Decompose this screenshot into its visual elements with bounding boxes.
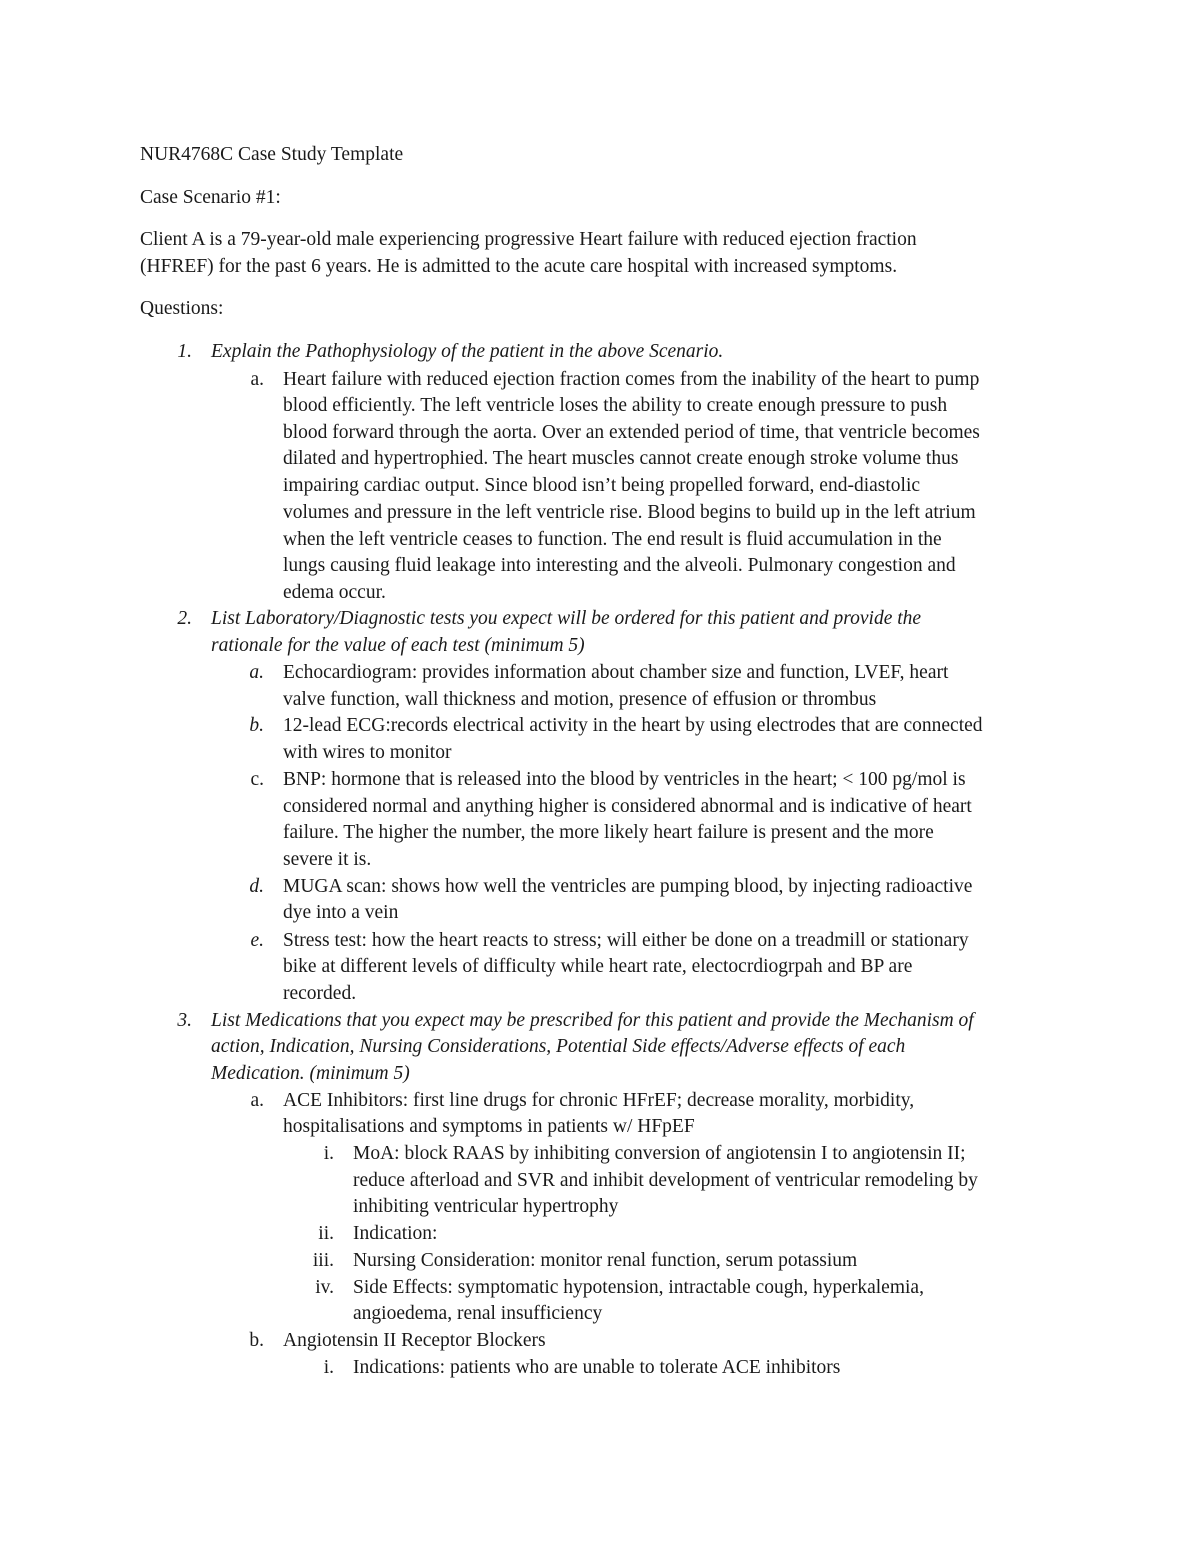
question-number: 3. [177,1010,192,1031]
list-marker: d. [249,876,264,897]
list-marker: c. [250,769,264,790]
scenario-text-line: (HFREF) for the past 6 years. He is admitted to the acute care hospital with increased symptoms. [140,256,898,277]
list-marker: iv. [315,1277,334,1298]
list-marker: a. [250,369,264,390]
answer-line: recorded. [283,983,357,1004]
answer-line: MUGA scan: shows how well the ventricles are pumping blood, by injecting radioactive [283,876,973,897]
list-marker: i. [323,1143,334,1164]
answer-line: volumes and pressure in the left ventricle rise. Blood begins to build up in the left atrium [283,502,976,523]
answer-line: MoA: block RAAS by inhibiting conversion of angiotensin I to angiotensin II; [353,1143,966,1164]
answer-line: blood forward through the aorta. Over an extended period of time, that ventricle becomes [283,422,980,443]
list-marker: b. [249,715,264,736]
answer-line: impairing cardiac output. Since blood isn’t being propelled forward, end-diastolic [283,475,921,496]
question-text: List Laboratory/Diagnostic tests you expect will be ordered for this patient and provide the [211,608,922,629]
list-marker: e. [250,930,264,951]
answer-line: Side Effects: symptomatic hypotension, intractable cough, hyperkalemia, [353,1277,924,1298]
answer-line: ACE Inhibitors: first line drugs for chronic HFrEF; decrease morality, morbidity, [283,1090,915,1111]
answer-line: inhibiting ventricular hypertrophy [353,1196,619,1217]
answer-line: hospitalisations and symptoms in patients w/ HFpEF [283,1116,695,1137]
question-text: Medication. (minimum 5) [211,1063,410,1084]
answer-line: dilated and hypertrophied. The heart muscles cannot create enough stroke volume thus [283,448,959,469]
answer-line: lungs causing fluid leakage into interesting and the alveoli. Pulmonary congestion and [283,555,956,576]
question-number: 1. [177,341,192,362]
answer-line: Nursing Consideration: monitor renal function, serum potassium [353,1250,858,1271]
list-marker: a. [249,662,264,683]
question-text: List Medications that you expect may be prescribed for this patient and provide the Mechanism of [211,1010,974,1031]
answer-line: Heart failure with reduced ejection fraction comes from the inability of the heart to pump [283,369,980,390]
answer-line: severe it is. [283,849,372,870]
answer-line: BNP: hormone that is released into the blood by ventricles in the heart; < 100 pg/mol is [283,769,966,790]
question-number: 2. [177,608,192,629]
answer-line: when the left ventricle ceases to function. The end result is fluid accumulation in the [283,529,942,550]
list-marker: ii. [318,1223,334,1244]
answer-line: blood efficiently. The left ventricle loses the ability to create enough pressure to push [283,395,948,416]
answer-line: with wires to monitor [283,742,452,763]
question-text: rationale for the value of each test (minimum 5) [211,635,585,656]
answer-line: 12-lead ECG:records electrical activity in the heart by using electrodes that are connected [283,715,983,736]
answer-line: Echocardiogram: provides information about chamber size and function, LVEF, heart [283,662,949,683]
list-marker: i. [323,1357,334,1378]
list-marker: a. [250,1090,264,1111]
list-marker: b. [249,1330,264,1351]
list-marker: iii. [312,1250,334,1271]
document-title: NUR4768C Case Study Template [140,144,404,165]
question-text: Explain the Pathophysiology of the patient in the above Scenario. [211,341,724,362]
answer-line: Stress test: how the heart reacts to stress; will either be done on a treadmill or stationary [283,930,969,951]
answer-line: Angiotensin II Receptor Blockers [283,1330,546,1351]
scenario-heading: Case Scenario #1: [140,187,281,208]
answer-line: dye into a vein [283,902,399,923]
answer-line: bike at different levels of difficulty while heart rate, electocrdiogrpah and BP are [283,956,913,977]
answer-line: angioedema, renal insufficiency [353,1303,603,1324]
answer-line: reduce afterload and SVR and inhibit development of ventricular remodeling by [353,1170,978,1191]
answer-line: valve function, wall thickness and motion, presence of effusion or thrombus [283,689,877,710]
answer-line: considered normal and anything higher is considered abnormal and is indicative of heart [283,796,972,817]
questions-heading: Questions: [140,298,224,319]
answer-line: Indication: [353,1223,438,1244]
scenario-text-line: Client A is a 79-year-old male experiencing progressive Heart failure with reduced ejection fraction [140,229,917,250]
question-text: action, Indication, Nursing Considerations, Potential Side effects/Adverse effects of each [211,1036,906,1057]
answer-line: edema occur. [283,582,386,603]
answer-line: failure. The higher the number, the more likely heart failure is present and the more [283,822,934,843]
answer-line: Indications: patients who are unable to tolerate ACE inhibitors [353,1357,841,1378]
